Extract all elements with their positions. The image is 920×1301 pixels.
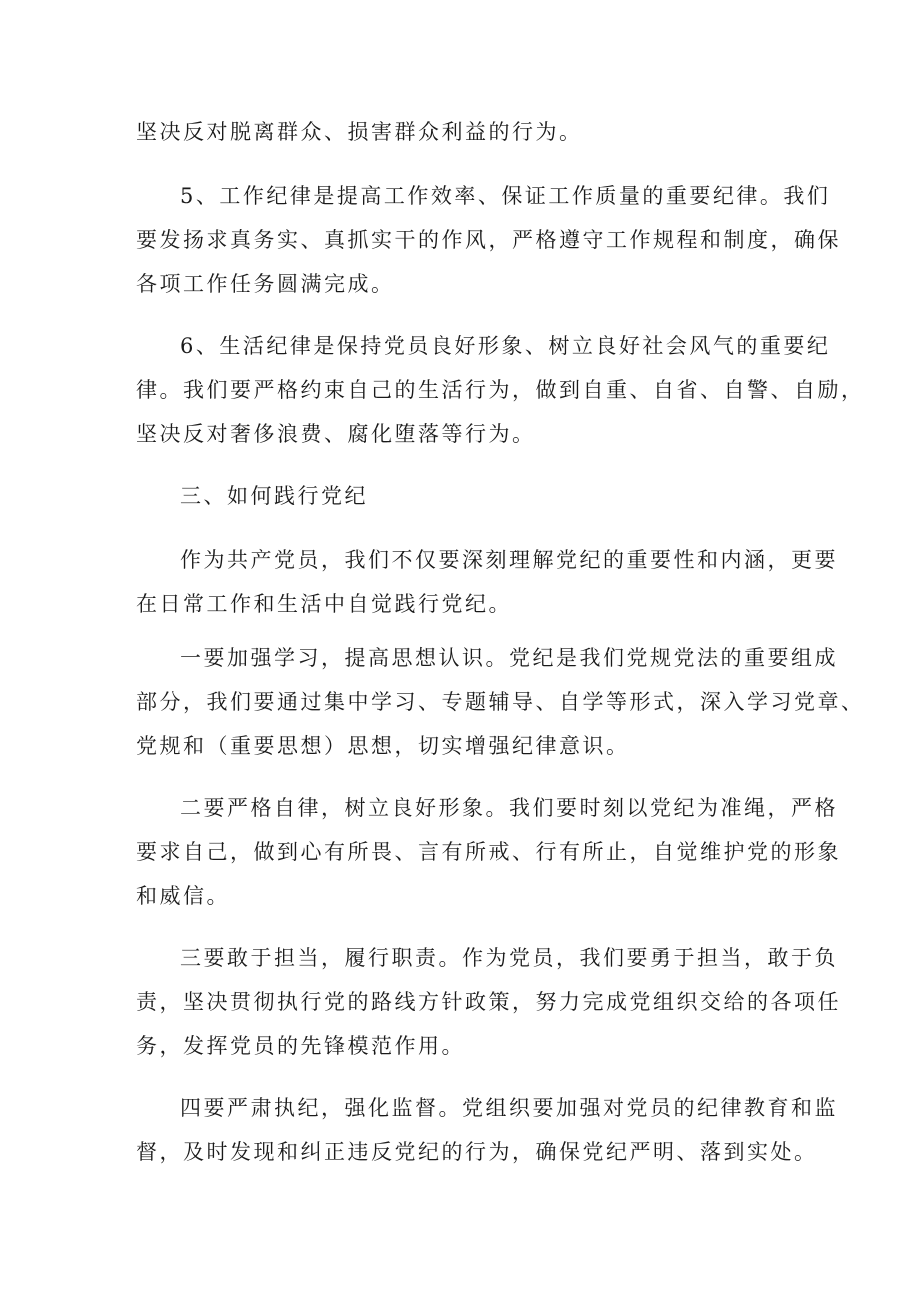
heading-line: 三、如何践行党纪: [180, 484, 368, 508]
text-line: 党规和（重要思想）思想，切实增强纪律意识。: [136, 734, 630, 758]
text-line: 三要敢于担当，履行职责。作为党员，我们要勇于担当，敢于负: [180, 946, 838, 970]
paragraph-work-discipline: [136, 174, 841, 306]
text-line: 责，坚决贯彻执行党的路线方针政策，努力完成党组织交给的各项任: [136, 990, 841, 1014]
text-line: 律。我们要严格约束自己的生活行为，做到自重、自省、自警、自励，: [136, 378, 865, 402]
section-heading: [136, 474, 796, 518]
text-line: 四要严肃执纪，强化监督。党组织要加强对党员的纪律教育和监: [180, 1096, 838, 1120]
paragraph-1: [136, 110, 796, 154]
paragraph-point-4: [136, 1086, 838, 1174]
text-line: 和威信。: [136, 884, 230, 908]
text-line: 6、生活纪律是保持党员良好形象、树立良好社会风气的重要纪: [180, 334, 831, 358]
paragraph-point-2: [136, 786, 841, 918]
text-line: 要求自己，做到心有所畏、言有所戒、行有所止，自觉维护党的形象: [136, 840, 841, 864]
paragraph-intro: [136, 538, 838, 626]
text-line: 坚决反对奢侈浪费、腐化堕落等行为。: [136, 422, 536, 446]
text-line: 部分，我们要通过集中学习、专题辅导、自学等形式，深入学习党章、: [136, 690, 865, 714]
text-line: 作为共产党员，我们不仅要深刻理解党纪的重要性和内涵，更要: [180, 548, 838, 572]
paragraph-point-3: [136, 936, 841, 1068]
text-line: 要发扬求真务实、真抓实干的作风，严格遵守工作规程和制度，确保: [136, 228, 841, 252]
text-line: 各项工作任务圆满完成。: [136, 272, 395, 296]
text-line: 一要加强学习，提高思想认识。党纪是我们党规党法的重要组成: [180, 646, 838, 670]
text-line: 在日常工作和生活中自觉践行党纪。: [136, 592, 512, 616]
text-line: 坚决反对脱离群众、损害群众利益的行为。: [136, 120, 583, 144]
text-line: 二要严格自律，树立良好形象。我们要时刻以党纪为准绳，严格: [180, 796, 838, 820]
text-line: 督，及时发现和纠正违反党纪的行为，确保党纪严明、落到实处。: [136, 1140, 818, 1164]
paragraph-life-discipline: [136, 324, 865, 456]
paragraph-point-1: [136, 636, 865, 768]
text-line: 5、工作纪律是提高工作效率、保证工作质量的重要纪律。我们: [180, 184, 831, 208]
text-line: 务，发挥党员的先锋模范作用。: [136, 1034, 465, 1058]
